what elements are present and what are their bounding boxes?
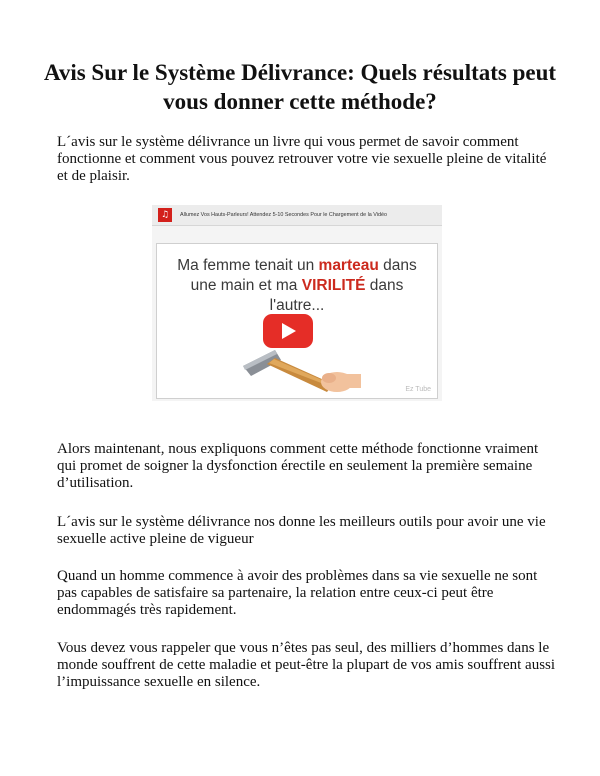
page-title: Avis Sur le Système Délivrance: Quels résultats peut vous donner cette méthode?: [43, 60, 557, 114]
paragraph-tools: L´avis sur le système délivrance nos donne les meilleurs outils pour avoir une vie sexuelle active pleine de vigueur: [57, 514, 546, 547]
caption-text-3: dans l'autre...: [269, 277, 404, 314]
video-caption: [165, 256, 429, 316]
video-watermark: Ez Tube: [405, 386, 431, 393]
play-icon: [282, 323, 296, 339]
caption-highlight-virility: VIRILITÉ: [301, 277, 366, 294]
paragraph-intro: L´avis sur le système délivrance un livre qui vous permet de savoir comment fonctionne et comment vous pouvez retrouver votre vie sexuelle pleine de vitalité et de plaisir.: [57, 134, 547, 184]
video-embed[interactable]: [152, 205, 442, 401]
paragraph-method: Alors maintenant, nous expliquons comment cette méthode fonctionne vraiment qui promet de soigner la dysfonction érectile en seulement la première semaine d’utilisation.: [57, 441, 539, 491]
caption-text-2: dans une main et ma: [190, 257, 417, 294]
video-banner-text: Allumez Vos Hauts-Parleurs! Attendez 5-10 Secondes Pour le Chargement de la Vidéo: [180, 212, 387, 218]
play-button[interactable]: [263, 314, 313, 348]
caption-text-1: Ma femme tenait un: [177, 257, 319, 274]
paragraph-problems: Quand un homme commence à avoir des problèmes dans sa vie sexuelle ne sont pas capables de satisfaire sa partenaire, la relation entre ceux-ci peut être endommagés très rapidement.: [57, 568, 538, 618]
paragraph-not-alone: Vous devez vous rappeler que vous n’êtes pas seul, des milliers d’hommes dans le monde souffrent de cette maladie et peut-être la plupart de vos amis souffrent aussi l’impuissance sexuelle en silence.: [57, 640, 556, 690]
video-frame[interactable]: [156, 243, 438, 399]
caption-highlight-hammer: marteau: [318, 257, 379, 274]
video-banner: [152, 205, 442, 226]
speaker-icon: ♫: [158, 208, 172, 222]
